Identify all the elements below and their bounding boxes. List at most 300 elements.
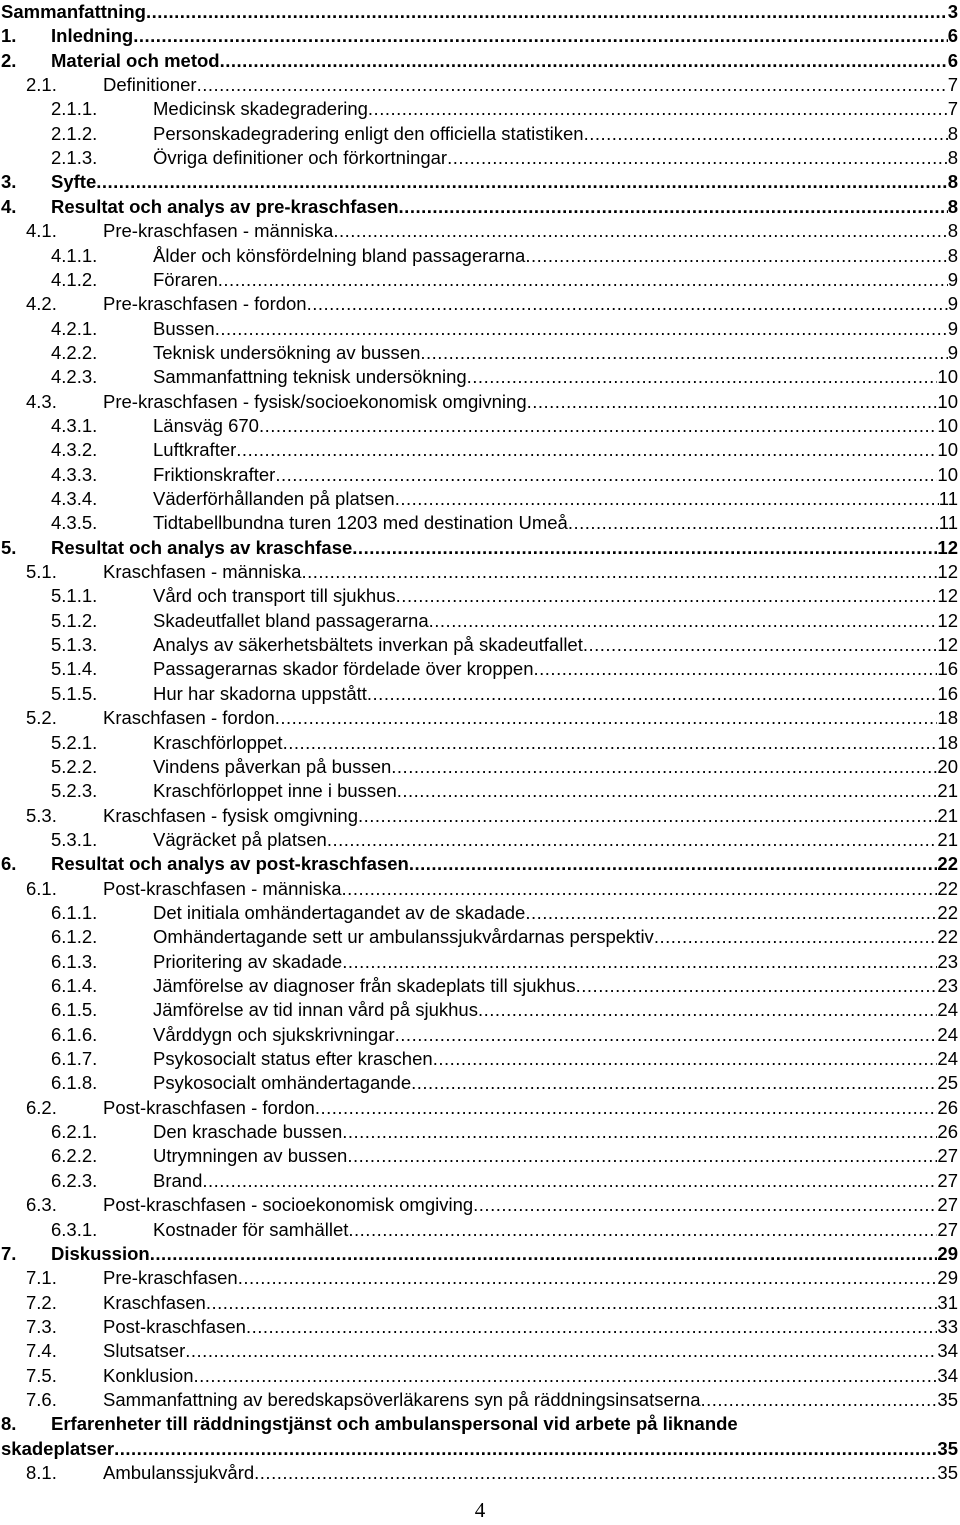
- toc-entry[interactable]: [0, 463, 960, 487]
- dot-leader: [342, 877, 938, 901]
- toc-entry-page: 35: [937, 1388, 958, 1410]
- toc-entry-title: Passagerarnas skador fördelade över kroppen: [153, 658, 534, 680]
- toc-entry[interactable]: [0, 755, 960, 779]
- toc-entry-number: 2.1.3.: [51, 147, 98, 169]
- toc-entry-page: 35: [937, 1462, 958, 1483]
- toc-entry-page: 3: [947, 1, 958, 22]
- toc-entry[interactable]: [0, 1266, 960, 1290]
- dot-leader: [576, 974, 938, 998]
- dot-leader: [525, 244, 947, 268]
- toc-entry[interactable]: [0, 657, 960, 681]
- toc-entry-leader: [153, 633, 958, 657]
- toc-entry-page: 25: [937, 1072, 958, 1094]
- toc-entry-number: 6.1.: [26, 877, 57, 899]
- toc-entry[interactable]: [0, 97, 960, 121]
- toc-entry[interactable]: [0, 633, 960, 657]
- toc-entry-title: Luftkrafter: [153, 439, 237, 461]
- toc-entry-leader: [153, 925, 958, 949]
- toc-entry-page: 12: [937, 561, 958, 583]
- toc-entry-leader: [103, 219, 958, 243]
- toc-entry[interactable]: [0, 560, 960, 584]
- dot-leader: [568, 511, 939, 535]
- toc-entry-page: 11: [938, 512, 958, 534]
- toc-entry[interactable]: [0, 1339, 960, 1363]
- toc-entry-number: 5.3.1.: [51, 828, 98, 850]
- toc-entry-leader: [103, 877, 958, 901]
- toc-entry-leader: [103, 560, 958, 584]
- toc-entry-page: 11: [938, 488, 958, 509]
- toc-entry-leader: [153, 974, 958, 998]
- toc-entry-number: 6.1.7.: [51, 1048, 98, 1070]
- toc-entry[interactable]: [0, 170, 960, 194]
- toc-entry-page: 29: [937, 1267, 958, 1289]
- toc-entry-title: Resultat och analys av pre-kraschfasen: [51, 195, 399, 217]
- toc-entry-page: 8: [947, 147, 958, 169]
- toc-entry[interactable]: [0, 877, 960, 901]
- toc-entry[interactable]: [0, 804, 960, 828]
- toc-entry[interactable]: [0, 536, 960, 560]
- toc-entry-number: 5.1.: [26, 561, 57, 583]
- toc-entry[interactable]: [0, 950, 960, 974]
- toc-entry-title: Utrymningen av bussen: [153, 1145, 348, 1167]
- toc-entry-leader: [153, 1023, 958, 1047]
- toc-entry-page: 21: [937, 804, 958, 826]
- toc-entry-number: 8.1.: [26, 1462, 57, 1483]
- toc-entry-page: 24: [937, 999, 958, 1021]
- dot-leader: [467, 365, 938, 389]
- toc-entry-page: 8: [947, 171, 958, 193]
- toc-entry-title: Konklusion: [103, 1364, 194, 1386]
- toc-entry[interactable]: [0, 49, 960, 73]
- toc-entry-number: 6.2.2.: [51, 1145, 98, 1167]
- toc-entry[interactable]: [0, 1412, 960, 1436]
- toc-entry-number: 6.2.1.: [51, 1121, 98, 1143]
- toc-entry-title: Länsväg 670: [153, 414, 259, 436]
- toc-entry[interactable]: [0, 1242, 960, 1266]
- toc-entry-title: Material och metod: [51, 49, 220, 71]
- toc-entry[interactable]: [0, 925, 960, 949]
- toc-entry-title: Erfarenheter till räddningstjänst och ambulanspersonal vid arbete på liknande: [51, 1413, 738, 1435]
- toc-entry-leader: [153, 97, 958, 121]
- toc-entry-number: 6.1.5.: [51, 999, 98, 1021]
- toc-entry[interactable]: [0, 341, 960, 365]
- dot-leader: [342, 1120, 937, 1144]
- toc-entry-leader: [153, 463, 958, 487]
- dot-leader: [307, 292, 948, 316]
- toc-entry-page: 23: [937, 975, 958, 996]
- dot-leader: [478, 998, 937, 1022]
- toc-entry-number: 6.2.3.: [51, 1169, 98, 1191]
- toc-entry[interactable]: [0, 73, 960, 97]
- toc-entry-number: 4.1.2.: [51, 268, 98, 290]
- dot-leader: [185, 1339, 937, 1363]
- toc-entry-page: 22: [937, 877, 958, 899]
- toc-entry-page: 21: [937, 828, 958, 850]
- toc-entry-page: 9: [947, 317, 958, 339]
- toc-entry[interactable]: [0, 1096, 960, 1120]
- toc-entry-title: Syfte: [51, 171, 97, 193]
- toc-entry-number: 5.1.1.: [51, 585, 98, 607]
- toc-entry-leader: [103, 1266, 958, 1290]
- toc-entry-leader: [153, 657, 958, 681]
- toc-entry-title: Kostnader för samhället: [153, 1218, 349, 1240]
- toc-entry-leader: [103, 1096, 958, 1120]
- toc-entry-page: 27: [937, 1218, 958, 1240]
- toc-entry-number: 2.1.: [26, 74, 57, 96]
- toc-entry-page: 9: [947, 341, 958, 363]
- toc-entry-leader: [103, 390, 958, 414]
- toc-entry[interactable]: [0, 438, 960, 462]
- toc-entry-number: 4.3.5.: [51, 512, 98, 534]
- toc-entry-title: Psykosocialt omhändertagande: [153, 1072, 412, 1094]
- dot-leader: [327, 828, 938, 852]
- dot-leader: [96, 170, 947, 194]
- toc-entry-leader: [153, 487, 958, 511]
- toc-entry-page: 24: [937, 1023, 958, 1045]
- dot-leader: [238, 1266, 938, 1290]
- toc-entry-leader: [51, 24, 958, 48]
- toc-entry[interactable]: [0, 511, 960, 535]
- toc-entry-page: 24: [937, 1048, 958, 1070]
- toc-entry-title: Övriga definitioner och förkortningar: [153, 147, 448, 169]
- toc-entry[interactable]: [0, 24, 960, 48]
- dot-leader: [525, 901, 937, 925]
- toc-entry-page: 22: [937, 853, 958, 875]
- toc-entry-number: 5.1.3.: [51, 634, 98, 656]
- dot-leader: [202, 1169, 937, 1193]
- toc-entry[interactable]: [0, 390, 960, 414]
- dot-leader: [654, 925, 938, 949]
- toc-entry-page: 22: [937, 926, 958, 948]
- dot-leader: [397, 779, 938, 803]
- toc-entry-number: 7.1.: [26, 1267, 57, 1289]
- toc-entry-number: 4.2.2.: [51, 341, 98, 363]
- toc-entry-title: Skadeutfallet bland passagerarna: [153, 609, 429, 631]
- toc-entry-page: 16: [937, 682, 958, 704]
- toc-entry-leader: [153, 755, 958, 779]
- toc-entry[interactable]: [0, 1364, 960, 1388]
- toc-entry-title: Sammanfattning teknisk undersökning: [153, 366, 467, 388]
- toc-entry-title: Personskadegradering enligt den officiella statistiken: [153, 122, 584, 144]
- dot-leader: [246, 1315, 937, 1339]
- toc-entry-leader: [103, 1193, 958, 1217]
- dot-leader: [220, 49, 948, 73]
- toc-entry-page: 26: [937, 1121, 958, 1143]
- toc-entry[interactable]: [0, 195, 960, 219]
- toc-entry[interactable]: [0, 1169, 960, 1193]
- toc-entry-title: Teknisk undersökning av bussen: [153, 341, 421, 363]
- toc-entry-page: 18: [937, 731, 958, 753]
- dot-leader: [429, 609, 938, 633]
- toc-entry[interactable]: [0, 1193, 960, 1217]
- dot-leader: [447, 146, 948, 170]
- toc-entry-title: Hur har skadorna uppstått: [153, 682, 367, 704]
- toc-entry-leader: [103, 1461, 958, 1485]
- toc-entry-leader: [153, 1071, 958, 1095]
- toc-entry-number: 6.1.6.: [51, 1023, 98, 1045]
- toc-entry-page: 8: [947, 244, 958, 266]
- dot-leader: [409, 852, 938, 876]
- dot-leader: [218, 268, 948, 292]
- toc-entry-leader: [153, 609, 958, 633]
- dot-leader: [342, 950, 937, 974]
- toc-entry-title: Kraschfasen - människa: [103, 561, 302, 583]
- toc-entry-page: 21: [937, 780, 958, 802]
- toc-entry[interactable]: [0, 852, 960, 876]
- toc-entry-title: Diskussion: [51, 1242, 150, 1264]
- toc-entry[interactable]: [0, 901, 960, 925]
- dot-leader: [399, 195, 948, 219]
- toc-entry-leader: [103, 73, 958, 97]
- toc-entry-page: 10: [937, 390, 958, 412]
- toc-entry-leader: [1, 0, 958, 24]
- dot-leader: [114, 1437, 937, 1461]
- toc-entry-number: 2.: [1, 49, 17, 71]
- toc-entry-page: 23: [937, 950, 958, 972]
- toc-entry-leader: [153, 268, 958, 292]
- toc-entry-leader: [153, 244, 958, 268]
- toc-entry-leader: [51, 195, 958, 219]
- toc-entry-title: Ambulanssjukvård: [103, 1462, 255, 1483]
- toc-entry-number: 6.1.4.: [51, 975, 98, 996]
- toc-entry[interactable]: [0, 146, 960, 170]
- toc-entry-leader: [153, 584, 958, 608]
- toc-entry-number: 5.1.4.: [51, 658, 98, 680]
- toc-entry-leader: [153, 365, 958, 389]
- toc-entry-title: Pre-kraschfasen - människa: [103, 220, 334, 242]
- toc-entry-leader: [103, 1364, 958, 1388]
- toc-entry[interactable]: [0, 1144, 960, 1168]
- toc-entry[interactable]: [0, 731, 960, 755]
- toc-entry-leader: [51, 536, 958, 560]
- toc-entry-number: 6.1.8.: [51, 1072, 98, 1094]
- dot-leader: [194, 1364, 938, 1388]
- toc-entry-number: 5.2.1.: [51, 731, 98, 753]
- toc-entry-page: 8: [947, 122, 958, 144]
- toc-entry-number: 4.3.4.: [51, 488, 98, 509]
- toc-entry[interactable]: [0, 292, 960, 316]
- toc-entry[interactable]: [0, 1120, 960, 1144]
- dot-leader: [133, 24, 947, 48]
- toc-entry-page: 22: [937, 901, 958, 923]
- toc-entry[interactable]: [0, 219, 960, 243]
- toc-entry-leader: [153, 950, 958, 974]
- toc-entry-title: Bussen: [153, 317, 215, 339]
- toc-entry[interactable]: [0, 1291, 960, 1315]
- toc-entry-title: Kraschfasen - fysisk omgivning: [103, 804, 358, 826]
- dot-leader: [348, 1218, 937, 1242]
- toc-entry-page: 9: [947, 268, 958, 290]
- toc-entry-title: Sammanfattning av beredskapsöverläkarens syn på räddningsinsatserna: [103, 1388, 701, 1410]
- toc-entry[interactable]: [0, 1388, 960, 1412]
- toc-entry-title: Analys av säkerhetsbältets inverkan på skadeutfallet: [153, 634, 583, 656]
- toc-entry-number: 5.1.2.: [51, 609, 98, 631]
- dot-leader: [254, 1461, 937, 1485]
- toc-entry[interactable]: [0, 609, 960, 633]
- toc-entry-page: 12: [937, 585, 958, 607]
- toc-entry-number: 8.: [1, 1413, 17, 1435]
- toc-entry[interactable]: [0, 487, 960, 511]
- toc-entry-title: Jämförelse av tid innan vård på sjukhus: [153, 999, 478, 1021]
- dot-leader: [150, 1242, 938, 1266]
- toc-entry-title: Pre-kraschfasen - fordon: [103, 293, 307, 315]
- toc-entry-number: 1.: [1, 25, 17, 47]
- toc-entry-leader: [103, 1388, 958, 1412]
- toc-entry-title: Pre-kraschfasen - fysisk/socioekonomisk omgivning: [103, 390, 527, 412]
- toc-entry-page: 31: [937, 1291, 958, 1313]
- dot-leader: [146, 0, 948, 24]
- toc-entry-number: 6.3.1.: [51, 1218, 98, 1240]
- toc-entry-leader: [153, 414, 958, 438]
- dot-leader: [275, 706, 938, 730]
- toc-entry-number: 7.: [1, 1242, 17, 1264]
- toc-entry-number: 6.1.3.: [51, 950, 98, 972]
- toc-entry-title: Kraschförloppet: [153, 731, 283, 753]
- dot-leader: [301, 560, 937, 584]
- toc-entry-page: 8: [947, 220, 958, 242]
- toc-entry[interactable]: [0, 0, 960, 24]
- toc-entry-leader: [51, 852, 958, 876]
- toc-entry-number: 2.1.1.: [51, 98, 98, 120]
- toc-entry[interactable]: [0, 1047, 960, 1071]
- toc-entry-title: Post-kraschfasen - socioekonomisk omgiving: [103, 1194, 474, 1216]
- dot-leader: [395, 1023, 938, 1047]
- toc-entry-number: 5.2.: [26, 707, 57, 729]
- toc-entry-number: 7.3.: [26, 1315, 57, 1337]
- toc-entry-number: 4.3.3.: [51, 463, 98, 485]
- toc-entry-page: 6: [947, 49, 958, 71]
- toc-entry-number: 4.3.1.: [51, 414, 98, 436]
- dot-leader: [527, 390, 938, 414]
- toc-entry-leader: [153, 122, 958, 146]
- dot-leader: [473, 1193, 937, 1217]
- toc-entry-leader: [51, 170, 958, 194]
- toc-entry-page: 7: [947, 98, 958, 120]
- toc-entry-leader: [153, 998, 958, 1022]
- toc-entry-page: 9: [947, 293, 958, 315]
- toc-entry-page: 10: [937, 366, 958, 388]
- toc-entry[interactable]: [0, 1461, 960, 1485]
- toc-entry-title: Brand: [153, 1169, 203, 1191]
- toc-entry-title: skadeplatser: [1, 1437, 115, 1459]
- toc-entry-title: Slutsatser: [103, 1340, 186, 1362]
- toc-entry-title: Kraschförloppet inne i bussen: [153, 780, 397, 802]
- toc-entry-leader: [153, 1047, 958, 1071]
- toc-entry-title: Vägräcket på platsen: [153, 828, 327, 850]
- toc-entry-title: Resultat och analys av kraschfase: [51, 536, 353, 558]
- toc-entry[interactable]: [0, 1071, 960, 1095]
- toc-entry-page: 27: [937, 1169, 958, 1191]
- toc-entry-title: Kraschfasen - fordon: [103, 707, 275, 729]
- dot-leader: [215, 317, 948, 341]
- dot-leader: [275, 463, 937, 487]
- toc-entry-number: 7.4.: [26, 1340, 57, 1362]
- toc-entry-leader: [153, 731, 958, 755]
- toc-entry[interactable]: [0, 828, 960, 852]
- toc-entry-number: 3.: [1, 171, 17, 193]
- toc-entry-leader: [153, 1218, 958, 1242]
- toc-entry-number: 4.1.1.: [51, 244, 98, 266]
- toc-entry-title: Vårddygn och sjukskrivningar: [153, 1023, 395, 1045]
- dot-leader: [358, 804, 937, 828]
- toc-entry-number: 5.1.5.: [51, 682, 98, 704]
- toc-entry-number: 6.1.1.: [51, 901, 98, 923]
- toc-entry-page: 8: [947, 195, 958, 217]
- toc-entry[interactable]: [0, 268, 960, 292]
- toc-entry-title: Det initiala omhändertagandet av de skadade: [153, 901, 526, 923]
- toc-entry-title: Kraschfasen: [103, 1291, 206, 1313]
- toc-entry-number: 4.2.: [26, 293, 57, 315]
- dot-leader: [352, 536, 937, 560]
- toc-entry[interactable]: [0, 244, 960, 268]
- toc-entry-leader: [103, 1315, 958, 1339]
- toc-entry[interactable]: [0, 1315, 960, 1339]
- toc-entry-leader: [153, 317, 958, 341]
- toc-entry[interactable]: [0, 779, 960, 803]
- toc-entry-number: 6.3.: [26, 1194, 57, 1216]
- toc-entry-leader: [153, 682, 958, 706]
- toc-entry-page: 10: [937, 463, 958, 485]
- toc-entry[interactable]: [0, 584, 960, 608]
- dot-leader: [315, 1096, 938, 1120]
- toc-entry-page: 34: [937, 1364, 958, 1386]
- dot-leader: [584, 122, 948, 146]
- toc-entry-leader: [153, 1120, 958, 1144]
- toc-entry-page: 27: [937, 1194, 958, 1216]
- toc-entry-title: Vindens påverkan på bussen: [153, 755, 392, 777]
- toc-entry-title: Den kraschade bussen: [153, 1121, 343, 1143]
- toc-entry-leader: [1, 1437, 958, 1461]
- toc-entry-leader: [51, 1242, 958, 1266]
- toc-entry[interactable]: [0, 1023, 960, 1047]
- toc-entry[interactable]: [0, 706, 960, 730]
- toc-entry-continuation[interactable]: [0, 1437, 960, 1461]
- toc-entry-number: 4.: [1, 195, 17, 217]
- toc-entry-leader: [103, 1291, 958, 1315]
- toc-entry[interactable]: [0, 122, 960, 146]
- toc-entry-title: Medicinsk skadegradering: [153, 98, 368, 120]
- toc-entry-number: 5.2.3.: [51, 780, 98, 802]
- toc-entry-title: Sammanfattning: [1, 1, 146, 22]
- toc-entry-leader: [153, 828, 958, 852]
- toc-entry-leader: [103, 292, 958, 316]
- toc-entry[interactable]: [0, 317, 960, 341]
- toc-entry-title: Ålder och könsfördelning bland passagerarna: [153, 244, 526, 266]
- toc-entry-title: Definitioner: [103, 74, 197, 96]
- toc-entry[interactable]: [0, 1218, 960, 1242]
- toc-entry[interactable]: [0, 414, 960, 438]
- toc-entry-page: 29: [937, 1242, 958, 1264]
- toc-entry-number: 2.1.2.: [51, 122, 98, 144]
- toc-entry-page: 6: [947, 25, 958, 47]
- toc-entry-page: 33: [937, 1315, 958, 1337]
- toc-entry[interactable]: [0, 998, 960, 1022]
- dot-leader: [206, 1291, 938, 1315]
- toc-entry-leader: [153, 511, 958, 535]
- dot-leader: [367, 682, 938, 706]
- toc-entry-page: 10: [937, 414, 958, 436]
- dot-leader: [333, 219, 947, 243]
- toc-entry-title: Föraren: [153, 268, 218, 290]
- toc-entry[interactable]: [0, 682, 960, 706]
- toc-entry-page: 20: [937, 755, 958, 777]
- toc-entry-title: Prioritering av skadade: [153, 950, 343, 972]
- toc-entry[interactable]: [0, 974, 960, 998]
- toc-entry-title: Resultat och analys av post-kraschfasen: [51, 853, 409, 875]
- dot-leader: [368, 97, 948, 121]
- toc-entry[interactable]: [0, 365, 960, 389]
- toc-entry-title: Jämförelse av diagnoser från skadeplats till sjukhus: [153, 975, 576, 996]
